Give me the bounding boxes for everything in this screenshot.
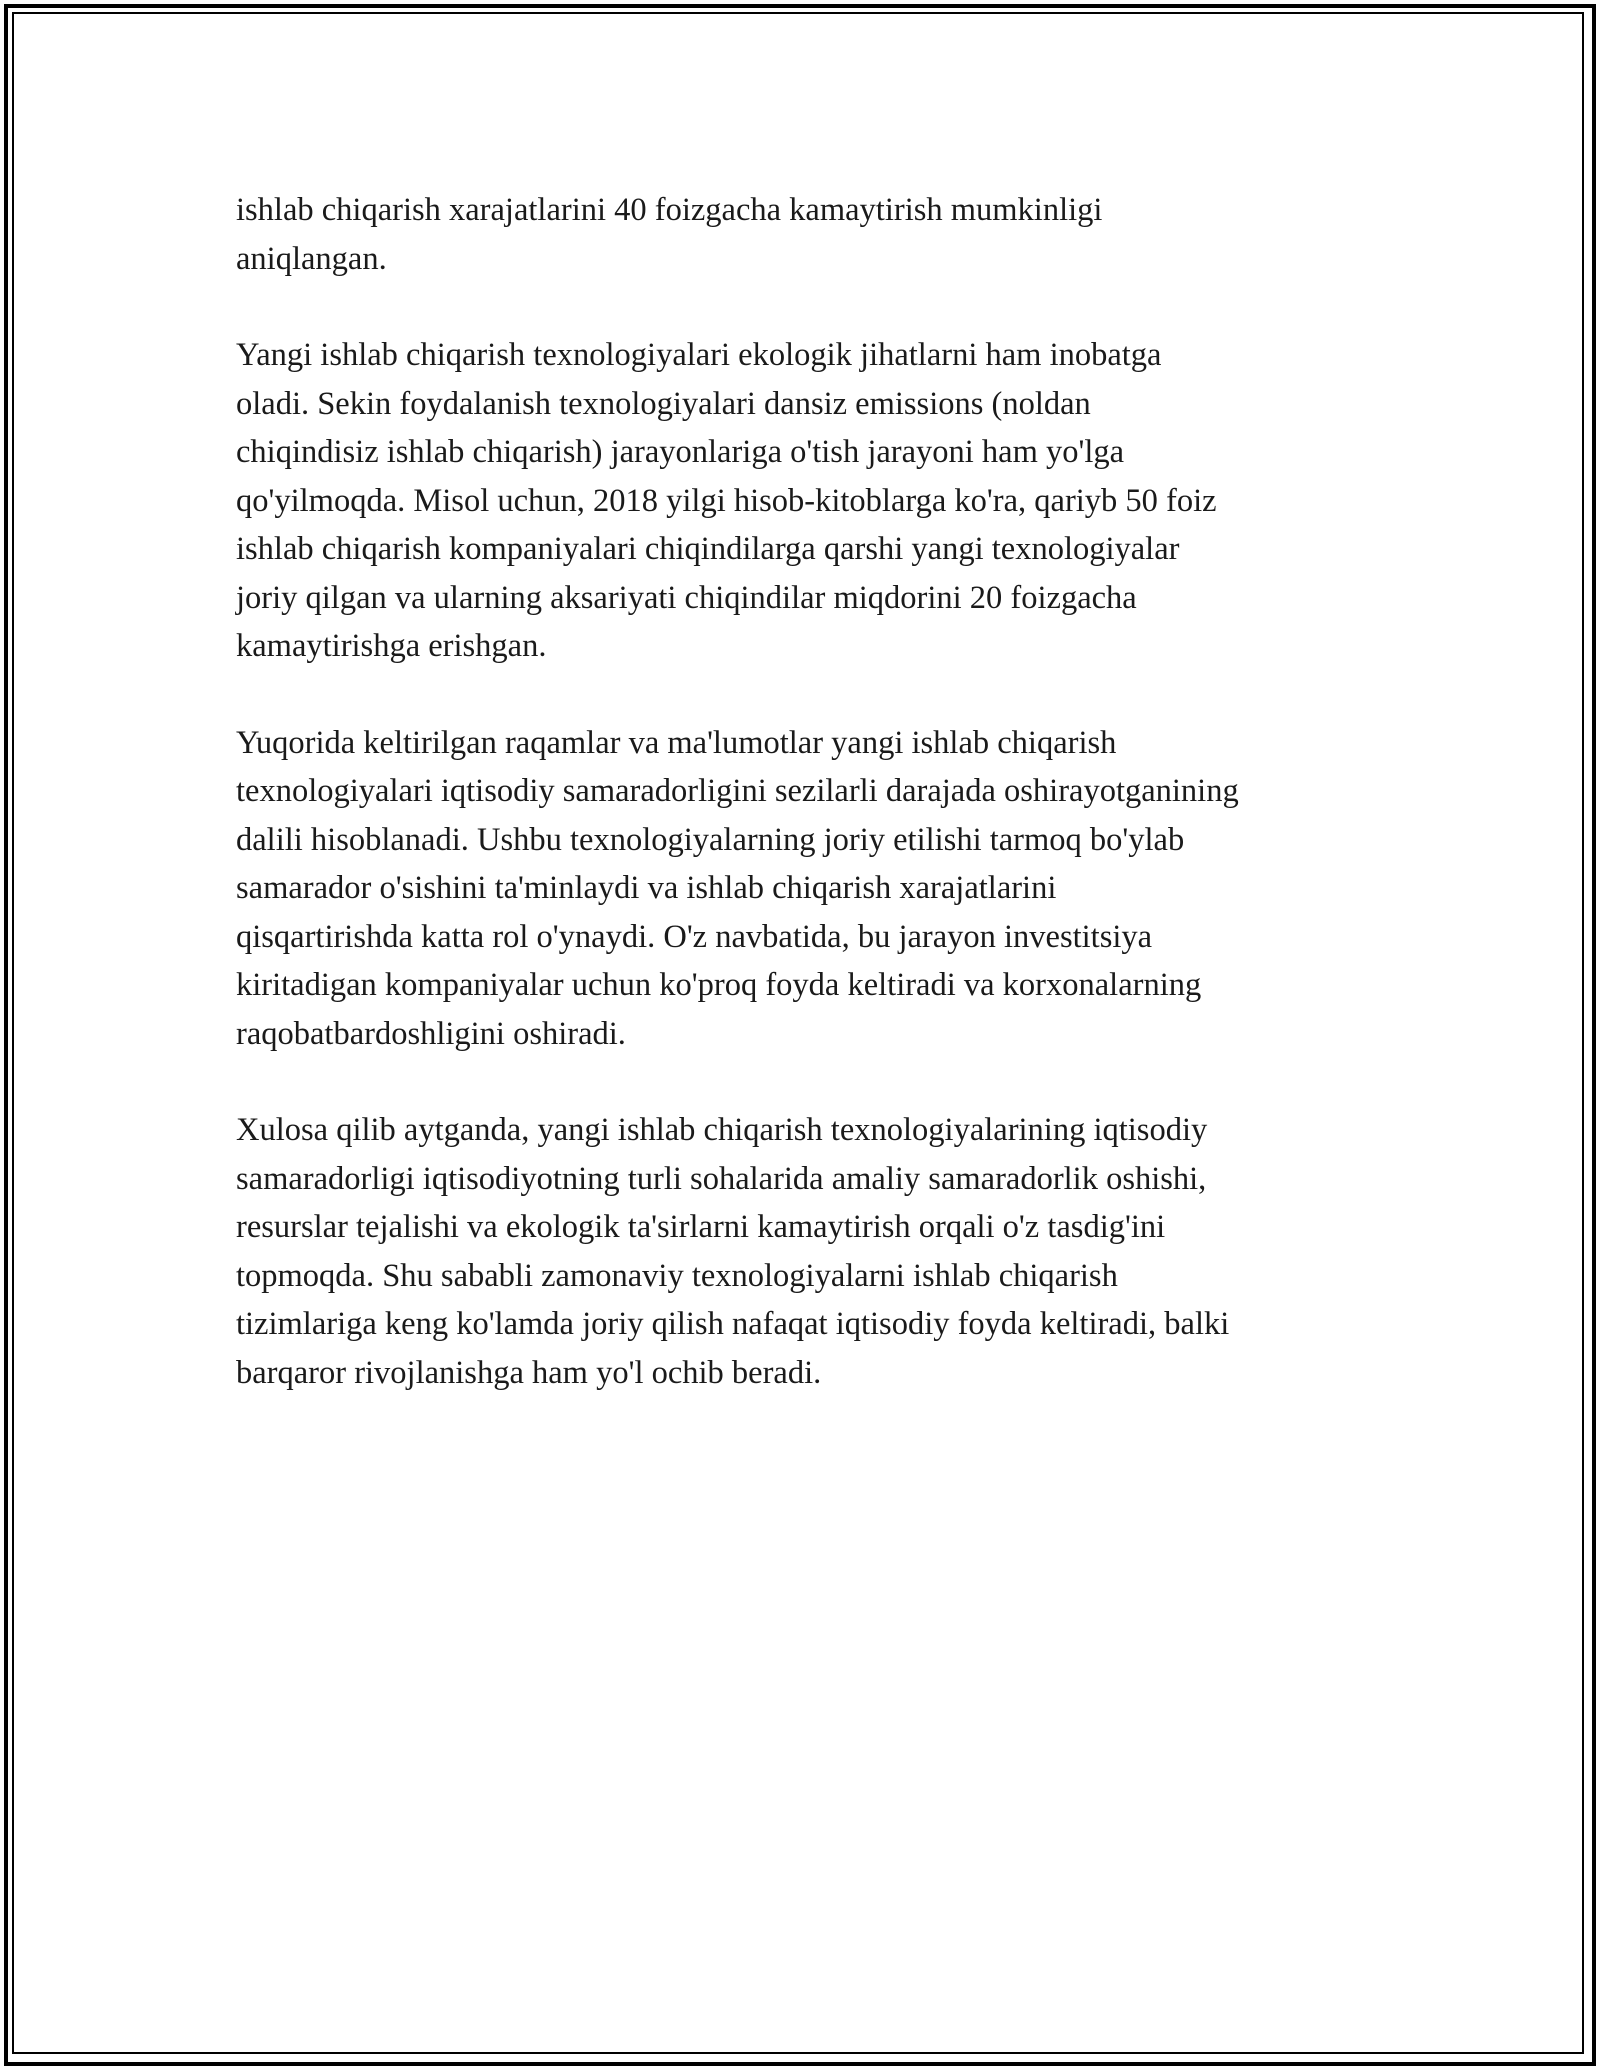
text-line: texnologiyalari iqtisodiy samaradorligini sezilarli darajada oshirayotganining xyxy=(236,773,1239,809)
document-body xyxy=(236,186,1386,1445)
text-line: Yangi ishlab chiqarish texnologiyalari ekologik jihatlarni ham inobatga xyxy=(236,337,1162,373)
text-line: samaradorligi iqtisodiyotning turli sohalarida amaliy samaradorlik oshishi, xyxy=(236,1160,1207,1197)
text-line: Xulosa qilib aytganda, yangi ishlab chiqarish texnologiyalarining iqtisodiy xyxy=(236,1112,1208,1148)
text-line: dalili hisoblanadi. Ushbu texnologiyalarning joriy etilishi tarmoq bo'ylab xyxy=(236,821,1185,858)
text-line: resurslar tejalishi va ekologik ta'sirlarni kamaytirish orqali o'z tasdig'ini xyxy=(236,1209,1166,1245)
text-line: aniqlangan. xyxy=(236,240,387,277)
text-line: Yuqorida keltirilgan raqamlar va ma'lumotlar yangi ishlab chiqarish xyxy=(236,724,1117,761)
text-line: topmoqda. Shu sababli zamonaviy texnologiyalarni ishlab chiqarish xyxy=(236,1257,1118,1294)
text-line: kiritadigan kompaniyalar uchun ko'proq foyda keltiradi va korxonalarning xyxy=(236,967,1202,1003)
text-line: samarador o'sishini ta'minlaydi va ishlab chiqarish xarajatlarini xyxy=(236,870,1057,906)
text-line: joriy qilgan va ularning aksariyati chiqindilar miqdorini 20 foizgacha xyxy=(236,579,1137,616)
text-line: tizimlariga keng ko'lamda joriy qilish nafaqat iqtisodiy foyda keltiradi, balki xyxy=(236,1306,1230,1342)
paragraph-1 xyxy=(236,186,1386,283)
text-line: barqaror rivojlanishga ham yo'l ochib beradi. xyxy=(236,1354,822,1391)
text-line: qo'yilmoqda. Misol uchun, 2018 yilgi hisob-kitoblarga ko'ra, qariyb 50 foiz xyxy=(236,482,1217,519)
text-line: qisqartirishda katta rol o'ynaydi. O'z navbatida, bu jarayon investitsiya xyxy=(236,918,1153,955)
text-line: ishlab chiqarish kompaniyalari chiqindilarga qarshi yangi texnologiyalar xyxy=(236,531,1180,567)
paragraph-2 xyxy=(236,331,1386,671)
text-line: oladi. Sekin foydalanish texnologiyalari dansiz emissions (noldan xyxy=(236,385,1091,422)
text-line: chiqindisiz ishlab chiqarish) jarayonlariga o'tish jarayoni ham yo'lga xyxy=(236,434,1125,470)
text-line: raqobatbardoshligini oshiradi. xyxy=(236,1015,626,1052)
text-line: ishlab chiqarish xarajatlarini 40 foizgacha kamaytirish mumkinligi xyxy=(236,192,1103,228)
text-line: kamaytirishga erishgan. xyxy=(236,628,547,664)
paragraph-4 xyxy=(236,1106,1386,1397)
paragraph-3 xyxy=(236,719,1386,1059)
